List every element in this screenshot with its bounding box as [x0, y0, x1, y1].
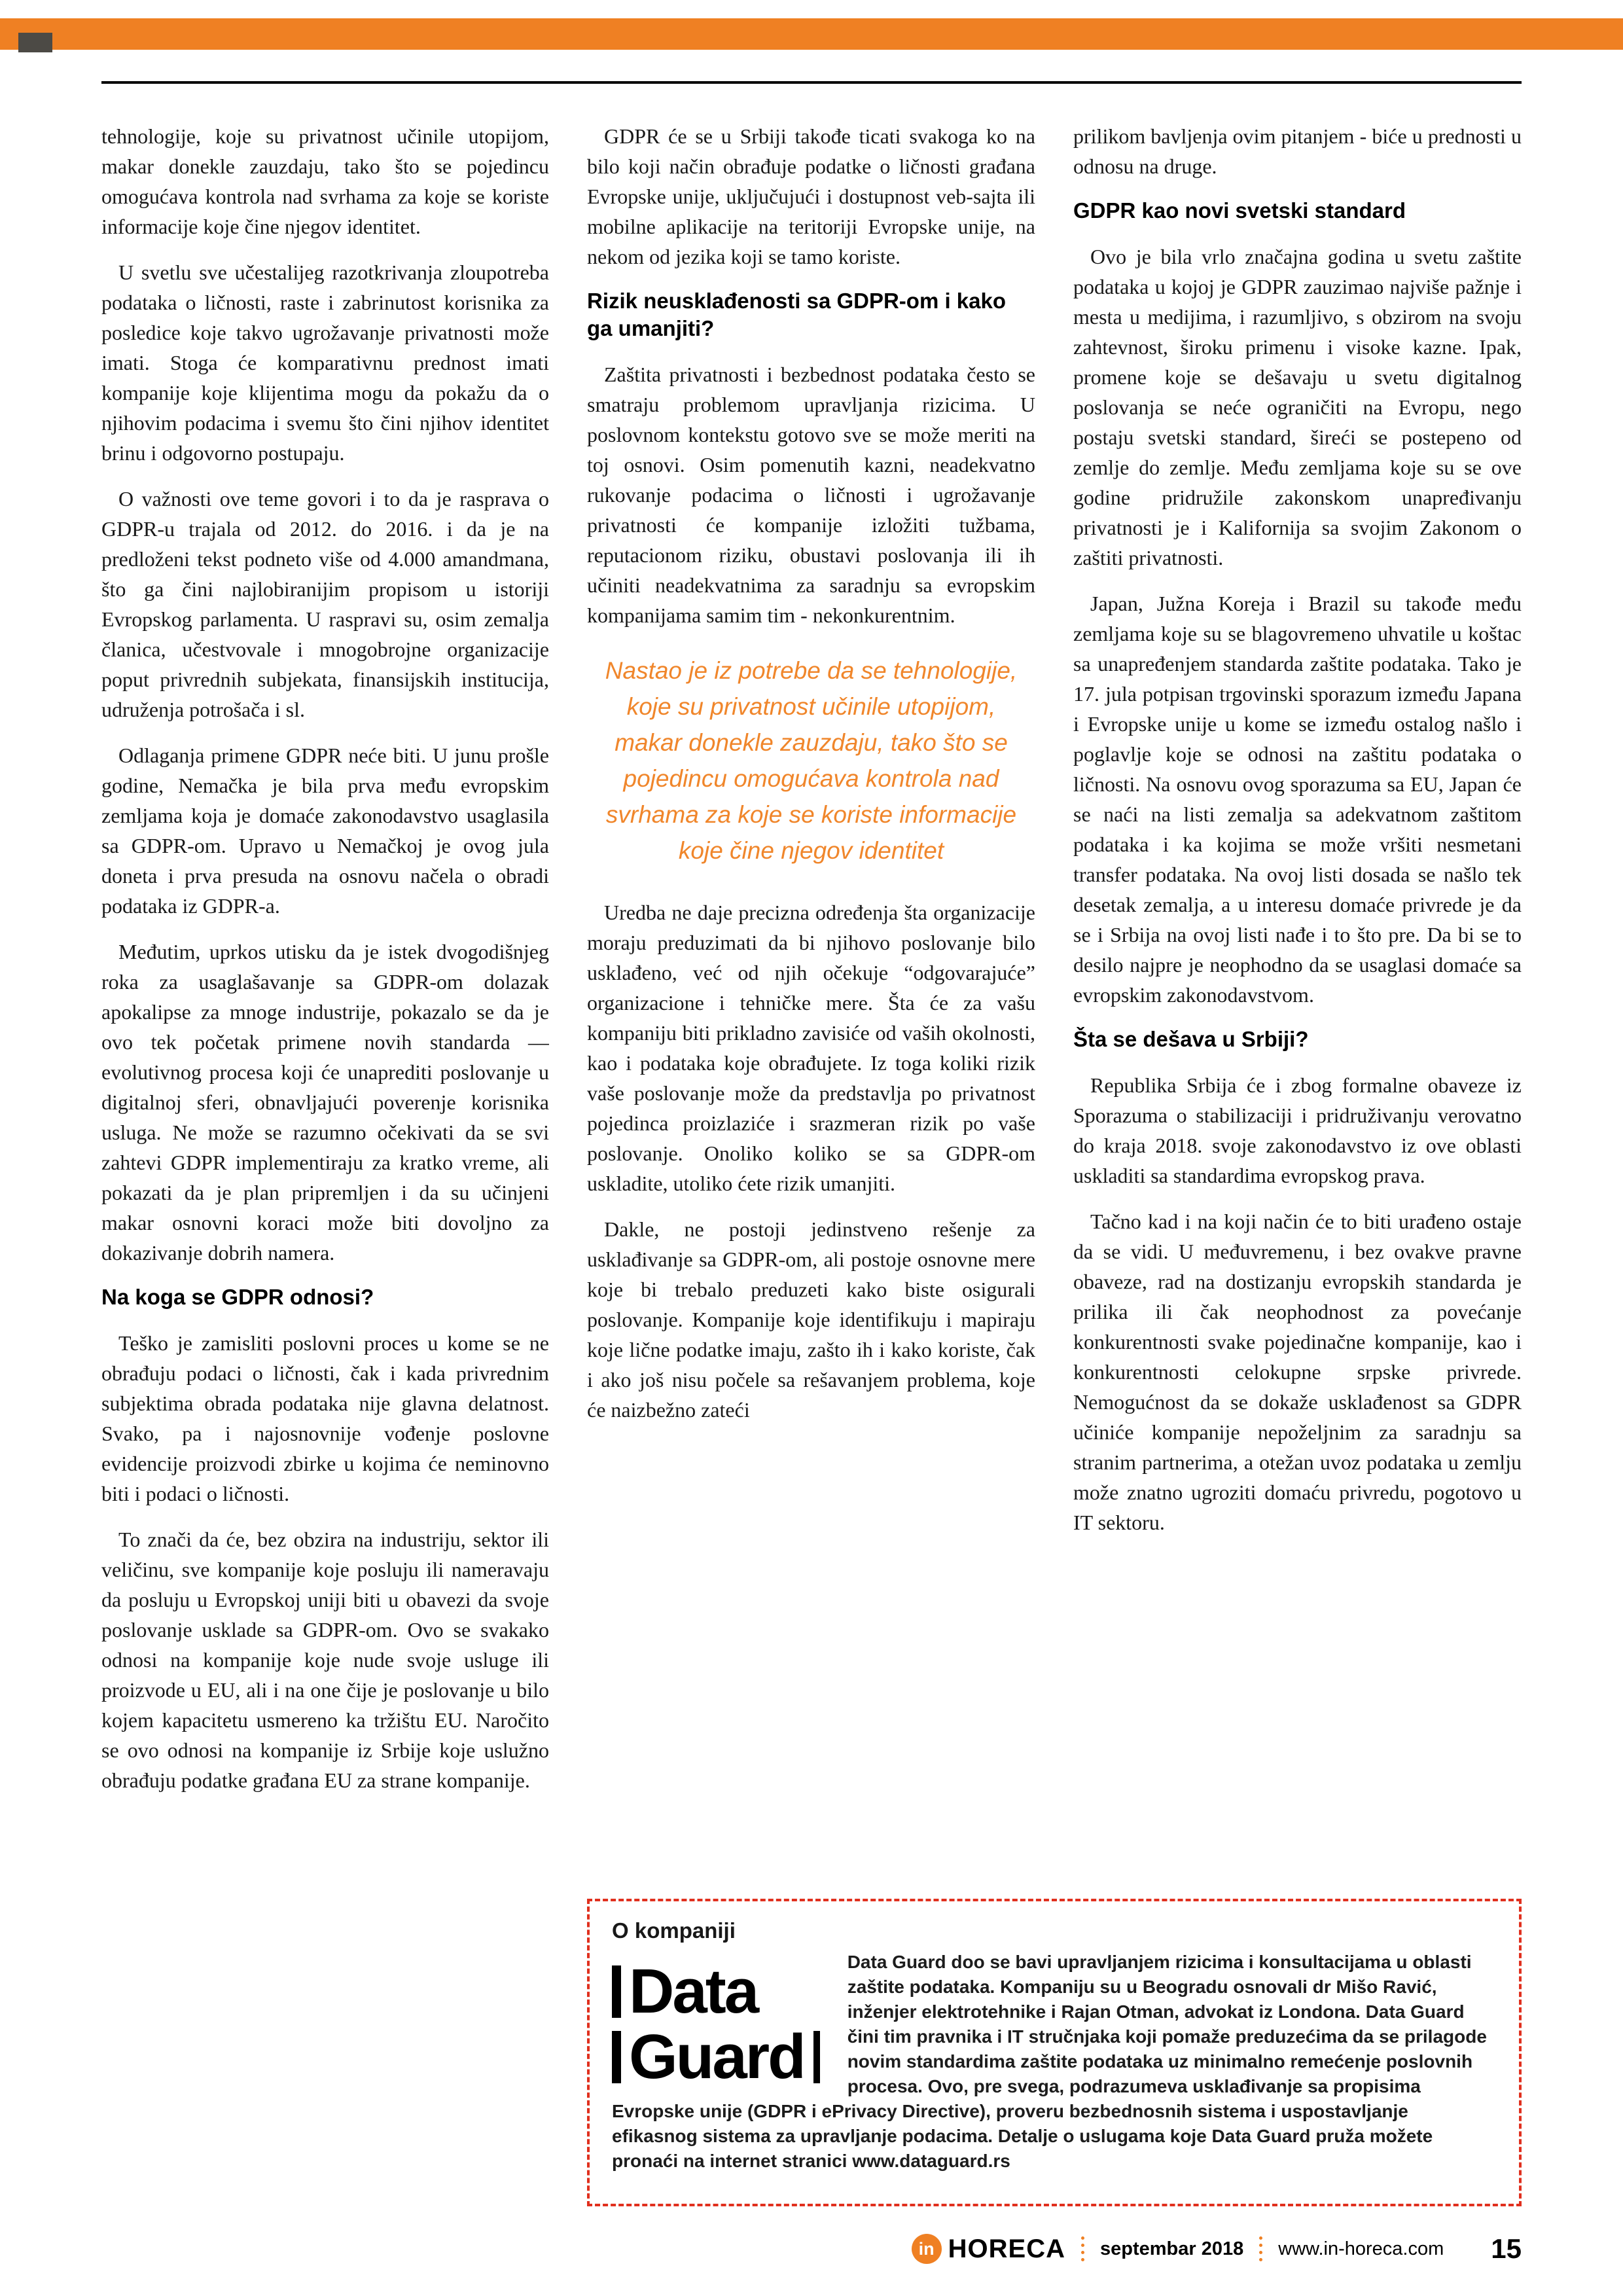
company-description: Data Guard doo se bavi upravljanjem rizicima i konsultacijama u oblasti zaštite podataka. Kompaniju su u Beogradu osnovali dr Mišo Ravić, inženjer elektrotehnike i Rajan Otman, advokat iz Londona. Data Guard čini tim pravnika i IT stručnjaka koji pomaže preduzećima da se prilagode novim standardima zaštite podataka uz minimalno remećenje poslovnih procesa. Ovo, pre svega, podrazumeva usklađivanje sa propisima Evropske unije (GDPR i ePrivacy Directive), proveru bezbednosnih sistema i uspostavljanje efikasnog sistema za upravljanje podacima. Detalje o uslugama koje Data Guard pruža možete pronaći na internet stranici www.dataguard.rs: [612, 1952, 1487, 2171]
logo-text-data: Data: [629, 1956, 758, 2026]
columns-2-3: [587, 121, 1522, 1883]
paragraph: Tačno kad i na koji način će to biti urađeno ostaje da se vidi. U međuvremenu, i bez ovakve pravne obaveze, rad na dostizanju evropskih standarda je prilika ili čak neophodnost za povećanje konkurentnosti svake pojedinačne kompanije, kao i konkurentnosti celokupne srpske privrede. Nemogućnost da se dokaže usklađenost sa GDPR učiniće kompanije nepoželjnim za saradnju sa stranim partnerima, a otežan uvoz podataka u zemlju može znatno ugroziti domaću privredu, pogotovo u IT sektoru.: [1073, 1210, 1522, 1534]
logo-line-data: [612, 1956, 820, 2026]
logo-line-guard: [612, 2024, 820, 2090]
logo-bar-icon: [612, 1965, 621, 2018]
paragraph: GDPR će se u Srbiji takođe ticati svakoga ko na bilo koji način obrađuje podatke o ličnosti građana Evropske unije, uključujući i dostupnost veb-sajta ili mobilne aplikacije na teritoriji Evropske unije, na nekom od jezika koji se tamo koriste.: [587, 124, 1035, 268]
paragraph: Međutim, uprkos utisku da je istek dvogodišnjeg roka za usaglašavanje sa GDPR-om dolazak apokalipse za mnoge industrije, pokazalo se da je ovo tek početak primene novih standarda — evolutivnog procesa koji će unaprediti poslovanje u digitalnoj sferi, obnavljajući poverenje korisnika usluga. Ne može se razumno očekivati da se svi zahtevi GDPR implementiraju za kratko vreme, ali pokazati da je plan pripremljen i da su učinjeni makar osnovni koraci može biti dovoljno za dokazivanje dobrih namera.: [101, 940, 549, 1265]
logo-text-guard: Guard: [629, 2022, 804, 2092]
section-heading: Na koga se GDPR odnosi?: [101, 1285, 374, 1309]
data-guard-logo: [612, 1956, 820, 2092]
paragraph: O važnosti ove teme govori i to da je rasprava o GDPR-u trajala od 2012. do 2016. i da je na predloženi tekst podneto više od 4.000 amandmana, što ga čini najlobiranijim propisom u istoriji Evropskog parlamenta. U raspravi su, osim zemalja članica, učestvovale i mnogobrojne organizacije poput privrednih subjekata, finansijskih institucija, udruženja potrošača i sl.: [101, 487, 549, 721]
column-1: [101, 121, 549, 2206]
paragraph: Ovo je bila vrlo značajna godina u svetu zaštite podataka u kojoj je GDPR zauzimao najviše pažnje i mesta u medijima, i razumljivo, s obzirom na svoju zahtevnost, široku primenu i visoke kazne. Ipak, promene koje se dešavaju u svetu digitalnog poslovanja se neće ograničiti na Evropu, nego postaju svetski standard, šireći se postepeno od zemlje do zemlje. Među zemljama koje su se ove godine pridružile zakonskom unapređivanju privatnosti je i Kalifornija sa svojim Zakonom o zaštiti privatnosti.: [1073, 245, 1522, 569]
paragraph: tehnologije, koje su privatnost učinile utopijom, makar donekle zauzdaju, tako što se pojedincu omogućava kontrola nad svrhama za koje se koriste informacije koje čine njegov identitet.: [101, 124, 549, 238]
paragraph: U svetlu sve učestalijeg razotkrivanja zloupotreba podataka o ličnosti, raste i zabrinutost korisnika za posledice koje takvo ugrožavanje privatnosti može imati. Stoga će komparativnu prednost imati kompanije koje klijentima mogu da pokažu da o njihovim podacima i svemu što čini njihov identitet brinu i odgovorno postupaju.: [101, 260, 549, 465]
column-2: [587, 121, 1035, 1883]
horeca-wordmark: HORECA: [948, 2234, 1065, 2263]
paragraph: prilikom bavljenja ovim pitanjem - biće u prednosti u odnosu na druge.: [1073, 124, 1522, 178]
paragraph: Uredba ne daje precizna određenja šta organizacije moraju preduzimati da bi njihovo poslovanje bilo usklađeno, već od njih očekuje “odgovarajuće” organizacione i tehničke mere. Šta će za vašu kompaniju biti prikladno zavisiće od vaših okolnosti, kao i podataka koje obrađujete. Iz toga koliki rizik vaše poslovanje može da predstavlja po privatnost pojedinca proizlaziće i srazmeran rizik po vaše poslovanje. Onoliko koliko se sa GDPR-om uskladite, utoliko ćete rizik umanjiti.: [587, 901, 1035, 1195]
footer-separator-icon: [1081, 2236, 1084, 2261]
issue-date: septembar 2018: [1100, 2238, 1244, 2259]
top-accent-bar: [0, 18, 1623, 50]
pull-quote: Nastao je iz potrebe da se tehnologije, koje su privatnost učinile utopijom, makar donekle zauzdaju, tako što se pojedincu omogućava kontrola nad svrhama za koje se koriste informacije koje čine njegov identitet: [605, 657, 1018, 864]
footer-separator-icon: [1259, 2236, 1262, 2261]
logo-bar-icon: [813, 2031, 820, 2083]
page-number: 15: [1491, 2233, 1522, 2264]
paragraph: Japan, Južna Koreja i Brazil su takođe među zemljama koje su se blagovremeno uhvatile u koštac sa unapređenjem standarda zaštite podataka. Tako je 17. jula potpisan trgovinski sporazum između Japana i Evropske unije u kome se između ostalog našlo i poglavlje koje se odnosi na zaštitu podataka o ličnosti. Na osnovu ovog sporazuma sa EU, Japan će se naći na listi zemalja sa adekvatnom zaštitom podataka i ka kojima se može vršiti nesmetani transfer podataka. Na ovoj listi dosada se našlo tek desetak zemalja, a u interesu domaće privrede je da se i Srbija na ovoj listi nađe i to što pre. Da bi se to desilo najpre je neophodno da se usaglasi domaće sa evropskim zakonodavstvom.: [1073, 592, 1522, 1007]
company-info-box: [587, 1899, 1522, 2206]
right-columns-area: [587, 121, 1522, 2206]
registration-mark: [18, 33, 52, 52]
paragraph: Zaštita privatnosti i bezbednost podataka često se smatraju problemom upravljanja rizicima. U poslovnom kontekstu gotovo sve se može meriti na toj osnovi. Osim pomenutih kazni, neadekvatno rukovanje podacima o ličnosti i ugrožavanje privatnosti će kompanije izložiti tužbama, reputacionom riziku, obustavi poslovanja ili ih učiniti neadekvatnima za saradnju sa evropskim kompanijama samim tim - nekonkurentnim.: [587, 363, 1035, 627]
company-box-heading: O kompaniji: [612, 1918, 736, 1943]
header-rule: [101, 81, 1522, 84]
section-heading: Šta se dešava u Srbiji?: [1073, 1027, 1309, 1051]
column-3: [1073, 121, 1522, 1883]
paragraph: Republika Srbija će i zbog formalne obaveze iz Sporazuma o stabilizaciji i pridruživanju verovatno do kraja 2018. svoje zakonodavstvo iz ove oblasti uskladiti sa standardima evropskog prava.: [1073, 1073, 1522, 1187]
paragraph: Teško je zamisliti poslovni proces u kome se ne obrađuju podaci o ličnosti, čak i kada privrednim subjektima obrada podataka nije glavna delatnost. Svako, pa i najosnovnije vođenje poslovne evidencije proizvodi zbirke u kojima će neminovno biti i podaci o ličnosti.: [101, 1331, 549, 1505]
logo-bar-icon: [612, 2031, 621, 2083]
paragraph: To znači da će, bez obzira na industriju, sektor ili veličinu, sve kompanije koje posluju ili nameravaju da posluju u Evropskoj uniji biti u obavezi da svoje poslovanje usklade sa GDPR-om. Ovo se svakako odnosi na kompanije koje nude svoje usluge ili proizvode u EU, ali i na one čije je poslovanje u bilo kojem kapacitetu usmereno ka tržištu EU. Naročito se ovo odnosi na kompanije iz Srbije koje uslužno obrađuju podatke građana EU za strane kompanije.: [101, 1528, 549, 1792]
page-footer: [101, 2229, 1522, 2269]
in-horeca-logo-icon: in: [912, 2234, 942, 2264]
paragraph: Odlaganja primene GDPR neće biti. U junu prošle godine, Nemačka je bila prva među evropskim zemljama koja je domaće zakonodavstvo usaglasila sa GDPR-om. Upravo u Nemačkoj je ovog jula doneta i prva presuda na osnovu načela o obradi podataka iz GDPR-a.: [101, 744, 549, 918]
article-content: [101, 121, 1522, 2206]
paragraph: Dakle, ne postoji jedinstveno rešenje za usklađivanje sa GDPR-om, ali postoje osnovne mere koje bi trebalo preduzeti kako biste osigurali poslovanje. Kompanije koje identifikuju i mapiraju koje lične podatke imaju, zašto ih i kako koriste, čak i ako još nisu počele sa rešavanjem problema, koje će naizbežno zateći: [587, 1217, 1035, 1422]
section-heading: GDPR kao novi svetski standard: [1073, 198, 1406, 223]
footer-website: www.in-horeca.com: [1278, 2238, 1444, 2259]
section-heading: Rizik neusklađenosti sa GDPR-om i kako ga umanjiti?: [587, 289, 1007, 340]
